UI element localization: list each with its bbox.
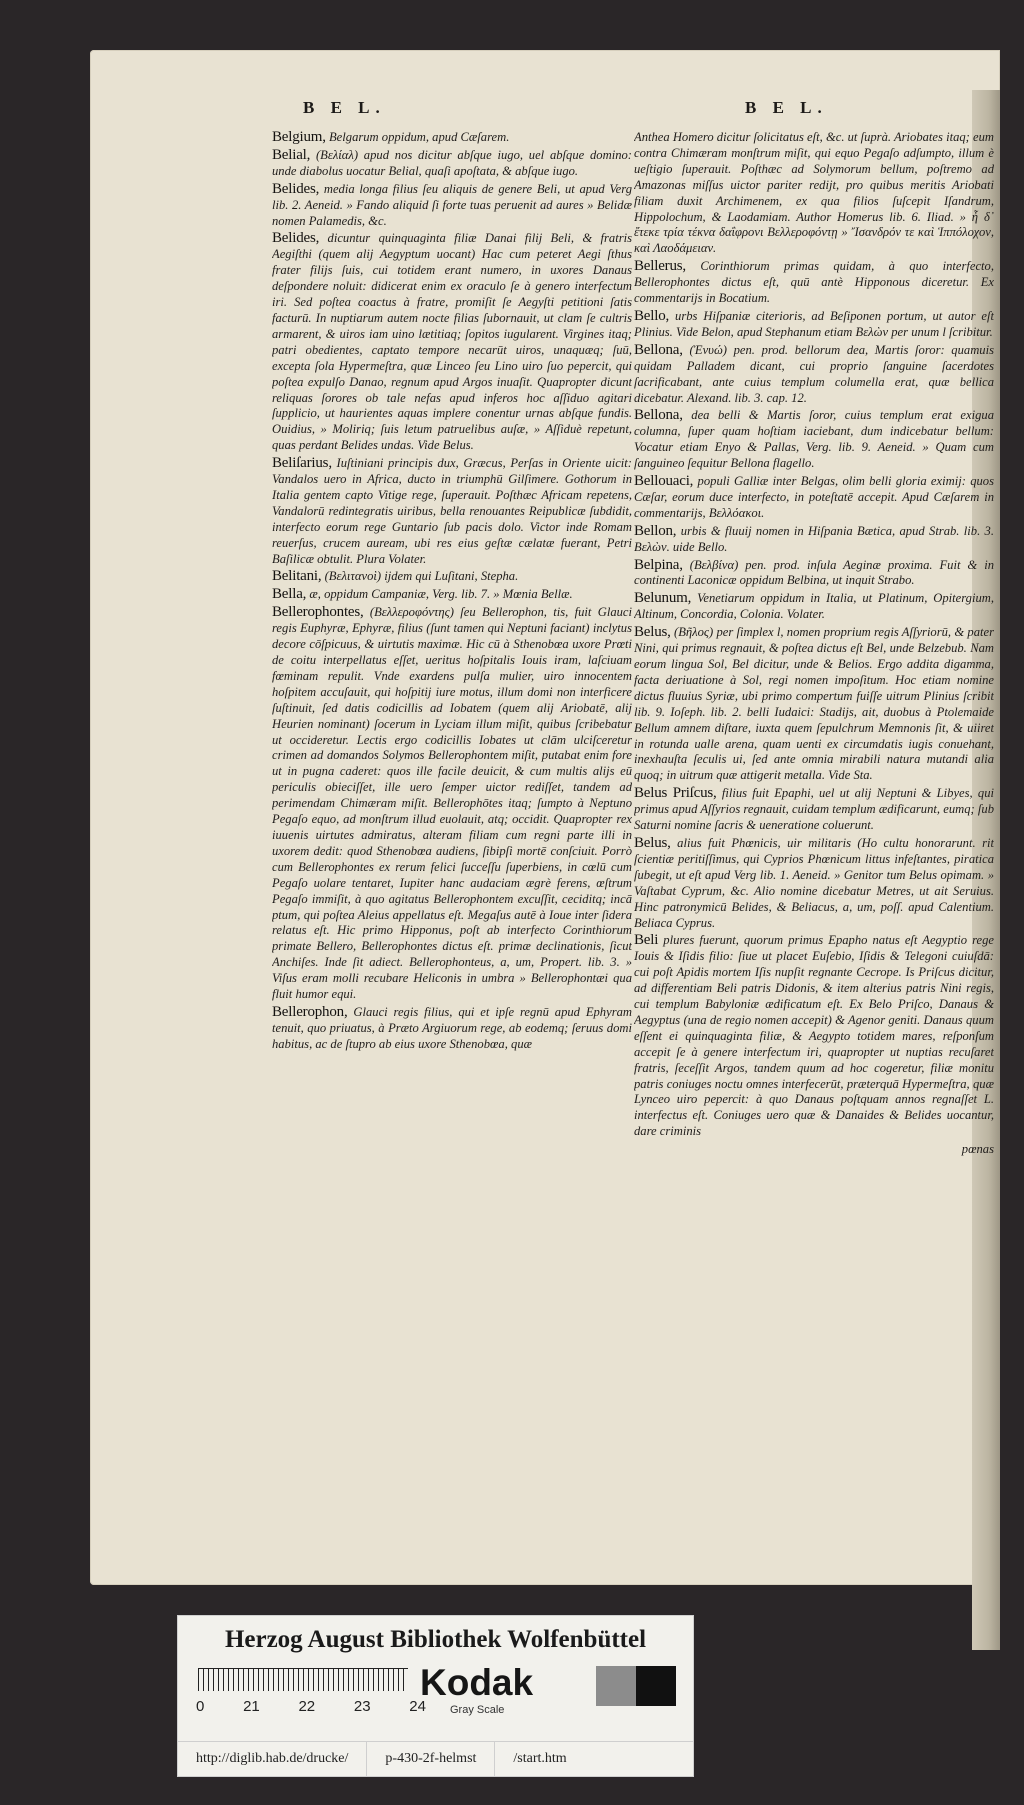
entry-text: Anthea Homero dicitur ſolicitatus eſt, &c. ut ſuprà. Ariobates itaq; eum contra Chimæram monſtrum miſit, qui equo Pegaſo adſumpto, illum è ueſtigio ſuperauit. Poſthæc ad Solymorum bellum, poſtremo ad Amazonas miſſus uictor pariter redijt, pro quibus meritis Ariobati filiam duxit Archimenem, ex qua filios ſuſcepit Iſandrum, Hippolochum, & Laodamiam. Author Homerus lib. 6. Iliad. » ἦ δ᾽ ἔτεκε τρία τέκνα δαΐφρονι Βελλεροφόντῃ » Ἴσανδρόν τε καὶ Ἱππόλοχον, καὶ Λαοδάμειαν.: [634, 130, 994, 256]
entry-headword: Bellerophontes,: [272, 604, 364, 621]
running-header-left: B E L.: [303, 98, 386, 117]
entry-headword: Beliſarius,: [272, 455, 332, 472]
entry-text: populi Galliæ inter Belgas, olim belli gloria eximij: quos Cæſar, eorum duce interfecto, in poteſtatē accepit. Apud Cæſarem in commentarijs, Βελλόακοι.: [634, 474, 994, 520]
dictionary-entry: [272, 182, 632, 230]
entry-text: plures fuerunt, quorum primus Epapho natus eſt Aegyptio rege Iouis & Iſidis filio: ſiue ut placet Euſebio, Iſidis & Telegoni cuiuſdā: cui poſt Apidis mortem Iſis nupſit regnante Cecrope. Is Priſcus dicitur, ad differentiam Beli patris Didonis, & item alterius patris Nini regis, cui templum Babyloniæ ædificatum eſt. Ex Belo Priſco, Danaus & Aegyptus (una de regio nomen accepit) & Agenor geniti. Danaus quum eſſent ei quinquaginta filiæ, & Aegypto totidem mares, reſponſum accepit ſe à genere interfectum iri, quapropter ut nuptias recuſaret fratris, ſeceſſit Argos, tandem quum ad hoc cogeretur, filiæ monitu patris coniuges noctu omnes interfecerūt, præterquā Hypermeſtra, quæ Lynceo uiro pepercit: à quo Danaus poſtquam annos regnaſſet L. interfectus eſt. Coniuges uero quæ & Danaides & Belides uocantur, dare criminis: [634, 933, 994, 1139]
entry-text: Corinthiorum primas quidam, à quo interfecto, Bellerophontes dictus eſt, quū antè Hipponous diceretur. Ex commentarijs in Bocatium.: [634, 259, 994, 306]
entry-headword: Belus Priſcus,: [634, 785, 717, 802]
entry-headword: Beli: [634, 932, 659, 949]
url-base[interactable]: http://diglib.hab.de/drucke/: [178, 1742, 367, 1776]
dictionary-entry: [272, 231, 632, 454]
dictionary-entry: [634, 524, 994, 556]
entry-headword: Bellona,: [634, 341, 683, 358]
entry-text: media longa filius ſeu aliquis de genere Beli, ut apud Verg lib. 2. Aeneid. » Fando aliquid ſi forte tuas peruenit ad aures » Belidæ nomen Palamedis, &c.: [272, 181, 632, 228]
entry-headword: Belus,: [634, 624, 671, 641]
right-column: [634, 130, 994, 1550]
entry-text: Belgarum oppidum, apud Cæſarem.: [328, 130, 510, 144]
entry-headword: Belides,: [272, 180, 320, 197]
entry-headword: Belgium,: [272, 130, 326, 145]
dictionary-entry: [634, 408, 994, 472]
entry-text: (Βελιτανοὶ) ijdem qui Luſitani, Stepha.: [324, 569, 519, 584]
dictionary-entry: [272, 587, 632, 603]
entry-headword: Bello,: [634, 307, 670, 324]
dictionary-entry: [634, 130, 994, 257]
dictionary-entry: [634, 625, 994, 784]
ruler-number: 22: [298, 1698, 316, 1715]
running-headers: [0, 98, 1024, 128]
entry-text: dea belli & Martis ſoror, cuius templum erat exigua columna, ſuper quam hoſtiam iaciebant, dum indicebatur bellum: Vocatur etiam Enyo & Pallas, Verg. lib. 9. Aeneid. » Quam cum ſanguineo ſequitur Bellona flagello.: [634, 408, 994, 471]
entry-text: Glauci regis filius, qui et ipſe regnū apud Ephyram tenuit, quo priuatus, à Præto Argiuorum rege, ab eodemq; ſeruus domi habitus, ac de ſtupro ab eius uxore Sthenobœa, quæ: [272, 1004, 632, 1051]
target-card: [177, 1615, 694, 1777]
entry-headword: Bellerophon,: [272, 1003, 348, 1020]
entry-text: (Βελλεροφόντης) ſeu Bellerophon, tis, fuit Glauci regis Euphyræ, Ephyræ, filius (ſunt tamen qui Neptuni faciant) inclytus decore cōſpicuus, & uirtutis maximæ. Hic cū à Sthenobœa uxore Prœti de coitu interpellatus eſſet, ueritus hoſpitalis Iouis iram, laſciuam fœminam repulit. Vnde exardens pulſa mulier, uiro innocentem hoſpitem accuſauit, qui hoſpitij iure motus, illum domi non interficere ſuſtinuit, ſed datis codicillis ad Iobatem (quem alij Ariobatē, alij Heurien nominant) ſocerum in Lyciam illum miſit, quibus ſcribebatur ut occideretur. Lectis ergo codicillis Iobates ut clām ulciſceretur crimen ad domandos Solymos Bellerophontem miſit, putabat enim fore ut in pugna caderet: quos ille facile deuicit, & cum multis alijs eū periculis obieciſſet, ille uero ſemper uictor rediſſet, tandem ad perimendam Chimæram miſit. Bellerophōtes itaq; ſumpto à Neptuno Pegaſo equo, ad monſtrum illud euolauit, atq; occidit. Quapropter rex iuuenis uirtutes admiratus, alteram filiam cum regni parte illi in uxorem dedit: quod Sthenobœa audiens, ſibipſi mortē conſciuit. Porrò cum Bellerophontes ex rerum felici ſucceſſu ſuperbiens, in cœlū cum Pegaſo uolare tentaret, Iupiter hanc audaciam ægrè ferens, œſtrum Pegaſo immiſit, à quo agitatus Bellerophontem excuſſit, ceciditq; incā ptum, qui poſtea Aleius appellatus eſt. Megaſus autē à Ioue inter ſidera relatus eſt. Hic primo Hipponus, poſt ab interfecto Corinthiorum primate Bellero, Bellerophontes dictus eſt. primæ declinationis, ſicut Anchiſes. Inde ſit adiect. Bellerophonteus, a, um, Propert. lib. 3. » Viſus eram molli recubare Heliconis in umbra » Bellerophontæi qua fluit humor equi.: [272, 605, 632, 1002]
entry-headword: Belunum,: [634, 590, 692, 607]
entry-headword: Belpina,: [634, 556, 683, 573]
dictionary-entry: [634, 309, 994, 341]
entry-headword: Bellerus,: [634, 258, 686, 275]
dictionary-entry: [634, 343, 994, 407]
dictionary-entry: [634, 259, 994, 307]
dictionary-entry: [272, 569, 632, 585]
entry-headword: Belides,: [272, 230, 320, 247]
entry-text: alius fuit Phœnicis, uir militaris (Ho cultu honorarunt. rit ſcientiæ peritiſſimus, qui Cyprios Phœnicum littus infeſtantes, piratica ſubegit, ut eſt apud Verg lib. 1. Aeneid. » Genitor tum Belus opimam. » Vaſtabat Cyprum, &c. Alio nomine dicebatur Metres, ut ait Seruius. Hinc patronymicū Belides, & Beliacus, a, um, poſſ. apud Calentium. Beliaca Cyprus.: [634, 835, 994, 930]
ruler-number: 21: [243, 1698, 260, 1715]
dictionary-entry: [272, 148, 632, 180]
entry-headword: Bellouaci,: [634, 473, 694, 490]
entry-text: urbis & fluuij nomen in Hiſpania Bætica, apud Strab. lib. 3. Βελὼν. uide Bello.: [634, 523, 994, 554]
entry-text: (Βῆλος) per ſimplex l, nomen proprium regis Aſſyriorū, & pater Nini, qui primus regnauit, & poſtea dictus eſt Bel, unde Belzebub. Nam eorum lingua Sol, Bel dicitur, unde & Belios. Ergo addita digamma, facta deriuatione à Sol, regi nomen impoſitum. Hoc etiam nomine dictus fluuius Syriæ, ubi primo compertum fuiſſe uitrum Plinius ſcribit lib. 9. Ioſeph. lib. 2. belli Iudaici: Stadijs, ait, duobus à Ptolemaide Bellum amnem diſtare, iuxta quem ſepulchrum Memnonis ſit, & uiiret in rotunda ualle arena, quam uenti ex circumdatis iugis conuehant, inexhauſta ſeculis ui, ſed ante omnia mirabili natura mutandi alia quoq; in uitrum quæ attigerit metalla. Vide Sta.: [634, 625, 994, 783]
entry-text: Venetiarum oppidum in Italia, ut Platinum, Opitergium, Altinum, Concordia, Colonia. Volater.: [634, 591, 994, 622]
entry-text: filius fuit Epaphi, uel ut alij Neptuni & Libyes, qui primus apud Aſſyrios regnauit, cuidam templum ædificarunt, eumq; ſub Saturni nomine ſacris & ueneratione coluerunt.: [634, 786, 994, 833]
gray-swatch: [596, 1666, 636, 1706]
library-title: Herzog August Bibliothek Wolfenbüttel: [224, 1626, 647, 1653]
url-start[interactable]: /start.htm: [513, 1751, 567, 1766]
dictionary-entry: [634, 474, 994, 522]
ruler-scale: [198, 1668, 408, 1691]
ruler-number: 23: [353, 1698, 371, 1715]
dictionary-entry: [272, 456, 632, 567]
entry-headword: Bellon,: [634, 522, 677, 539]
catchword: pœnas: [961, 1142, 994, 1157]
ruler-numbers: [196, 1698, 426, 1715]
entry-headword: Belitani,: [272, 568, 322, 585]
running-header-right: B E L.: [745, 98, 828, 117]
entry-text: (Βελβίνα) pen. prod. inſula Aeginæ proxima. Fuit & in continenti Laconicæ oppidum Belbina, ut inquit Strabo.: [634, 557, 994, 588]
dictionary-entry: [272, 605, 632, 1003]
entry-headword: Belial,: [272, 146, 311, 163]
entry-headword: Bellona,: [634, 407, 683, 424]
entry-text: (Ἐνυώ) pen. prod. bellorum dea, Martis ſoror: quamuis quidam Palladem dicant, cui proprio ſanguine ſacerdotes ſacrificabant, ante cuius templum columella erat, quæ bellica dicebatur. Alexand. lib. 3. cap. 12.: [634, 342, 994, 405]
black-swatch: [636, 1666, 676, 1706]
url-id[interactable]: p-430-2f-helmst: [367, 1742, 495, 1776]
left-column: [272, 130, 632, 1550]
dictionary-entry: [634, 591, 994, 623]
gray-scale-label: Gray Scale: [450, 1704, 505, 1716]
dictionary-entry: [272, 130, 632, 146]
kodak-logo: Kodak: [420, 1662, 534, 1703]
dictionary-entry: [634, 933, 994, 1140]
entry-text: urbs Hiſpaniæ citerioris, ad Beſiponen portum, ut autor eſt Plinius. Vide Belon, apud Stephanum etiam Βελὼν per unum l ſcribitur.: [634, 308, 994, 339]
dictionary-entry: [634, 558, 994, 590]
entry-headword: Belus,: [634, 834, 671, 851]
entry-text: (Βελίαλ) apud nos dicitur abſque iugo, uel abſque domino: unde diabolus uocatur Belial, quaſi apoſtata, & abſque iugo.: [272, 147, 632, 178]
entry-text: dicuntur quinquaginta filiæ Danai filij Beli, & fratris Aegiſthi (quem alij Aegyptum uocant) Hac cum peteret Aegi ſthus frater filijs ſuis, cui totidem erant numero, in uxores Danaus deſpondere noluit: didicerat enim ex oraculo ſe à genero interfectum iri. Sed poſtea coactus à fratre, promiſit ſe Aegyſti petitioni ſatis facturū. In nuptiarum autem nocte filias ſubornauit, ut clam ſe cultris armarent, & uiros iam uino lætitiaq; ſopitos iugularent. Virgines itaq; patri obedientes, captato tempore necarūt uiros, unaquæq; ſuū, excepta ſola Hypermeſtra, quæ Linceo ſeu Lino uiro ſuo pepercit, qui poſtea expulſo Danao, regnum apud Argos inuaſit. Quapropter dicunt reliquas ſorores ob tale nefas apud inferos hoc aſſiduo agitari ſupplicio, ut haurientes aquas implere conentur urnas abſque fundis. Ouidius, » Moliriq; ſuis letum patruelibus auſæ, » Aſſiduè repetunt, quas perdant Belides undas. Vide Belus.: [272, 231, 632, 453]
ruler-number: 24: [409, 1698, 426, 1715]
entry-text: æ, oppidum Campaniæ, Verg. lib. 7. » Mœnia Bellæ.: [309, 587, 573, 602]
dictionary-entry: [634, 836, 994, 931]
dictionary-entry: [634, 786, 994, 834]
entry-headword: Bella,: [272, 586, 307, 603]
dictionary-entry: [272, 1005, 632, 1053]
ruler-number: 0: [196, 1698, 205, 1715]
url-bar: [178, 1741, 693, 1776]
entry-text: Iuſtiniani principis dux, Græcus, Perſas in Oriente uicit: Vandalos uero in Africa, ducto in triumphū Gilſimere. Gothorum in Italia gentem capto Vitige rege, ſuperauit. Poſthæc Africam repetens, Vandalorū redintegratis uiribus, bella renouantes Reipublicæ ſubdidit, interfecto eorum rege Guntario ſub pacis dolo. Victor inde Romam reuerſus, crucem auream, ubi res eius geſtæ cælatæ fuerant, Petri Baſilicæ obtulit. Plura Volater.: [272, 456, 632, 566]
